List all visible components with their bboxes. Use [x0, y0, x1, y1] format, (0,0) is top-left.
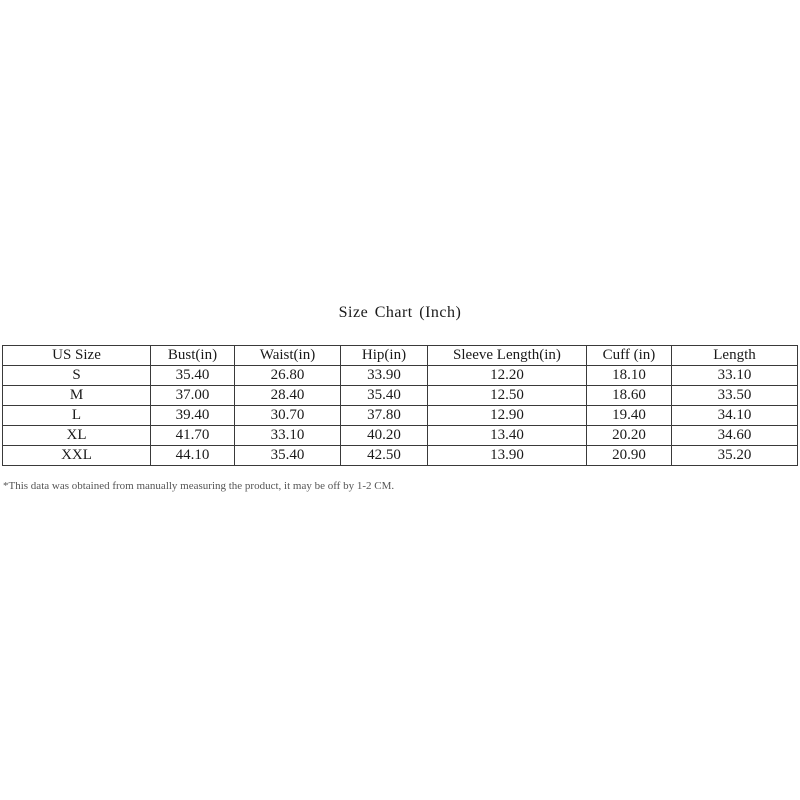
size-cell: S [3, 366, 151, 386]
cuff-cell: 20.90 [587, 446, 672, 466]
hip-cell: 37.80 [341, 406, 428, 426]
header-bust: Bust(in) [151, 346, 235, 366]
hip-cell: 42.50 [341, 446, 428, 466]
hip-cell: 33.90 [341, 366, 428, 386]
waist-cell: 33.10 [235, 426, 341, 446]
length-cell: 35.20 [672, 446, 798, 466]
cuff-cell: 19.40 [587, 406, 672, 426]
table-row [3, 386, 798, 406]
length-cell: 33.50 [672, 386, 798, 406]
header-waist: Waist(in) [235, 346, 341, 366]
header-cuff: Cuff (in) [587, 346, 672, 366]
sleeve-length-cell: 13.40 [428, 426, 587, 446]
waist-cell: 28.40 [235, 386, 341, 406]
size-cell: XL [3, 426, 151, 446]
bust-cell: 41.70 [151, 426, 235, 446]
waist-cell: 30.70 [235, 406, 341, 426]
table-row [3, 446, 798, 466]
hip-cell: 40.20 [341, 426, 428, 446]
sleeve-length-cell: 13.90 [428, 446, 587, 466]
sleeve-length-cell: 12.90 [428, 406, 587, 426]
table-row [3, 426, 798, 446]
table-row [3, 406, 798, 426]
header-length: Length [672, 346, 798, 366]
chart-title: Size Chart (Inch) [338, 304, 462, 321]
bust-cell: 35.40 [151, 366, 235, 386]
waist-cell: 35.40 [235, 446, 341, 466]
cuff-cell: 20.20 [587, 426, 672, 446]
hip-cell: 35.40 [341, 386, 428, 406]
header-sleeve-length: Sleeve Length(in) [428, 346, 587, 366]
measurement-note: *This data was obtained from manually measuring the product, it may be off by 1-2 CM. [3, 480, 395, 492]
length-cell: 34.10 [672, 406, 798, 426]
waist-cell: 26.80 [235, 366, 341, 386]
cuff-cell: 18.60 [587, 386, 672, 406]
sleeve-length-cell: 12.20 [428, 366, 587, 386]
size-chart-table [2, 345, 798, 466]
length-cell: 33.10 [672, 366, 798, 386]
cuff-cell: 18.10 [587, 366, 672, 386]
header-us-size: US Size [3, 346, 151, 366]
header-hip: Hip(in) [341, 346, 428, 366]
size-cell: XXL [3, 446, 151, 466]
bust-cell: 44.10 [151, 446, 235, 466]
table-row [3, 366, 798, 386]
length-cell: 34.60 [672, 426, 798, 446]
bust-cell: 37.00 [151, 386, 235, 406]
sleeve-length-cell: 12.50 [428, 386, 587, 406]
size-cell: M [3, 386, 151, 406]
size-cell: L [3, 406, 151, 426]
bust-cell: 39.40 [151, 406, 235, 426]
header-row [3, 346, 798, 366]
